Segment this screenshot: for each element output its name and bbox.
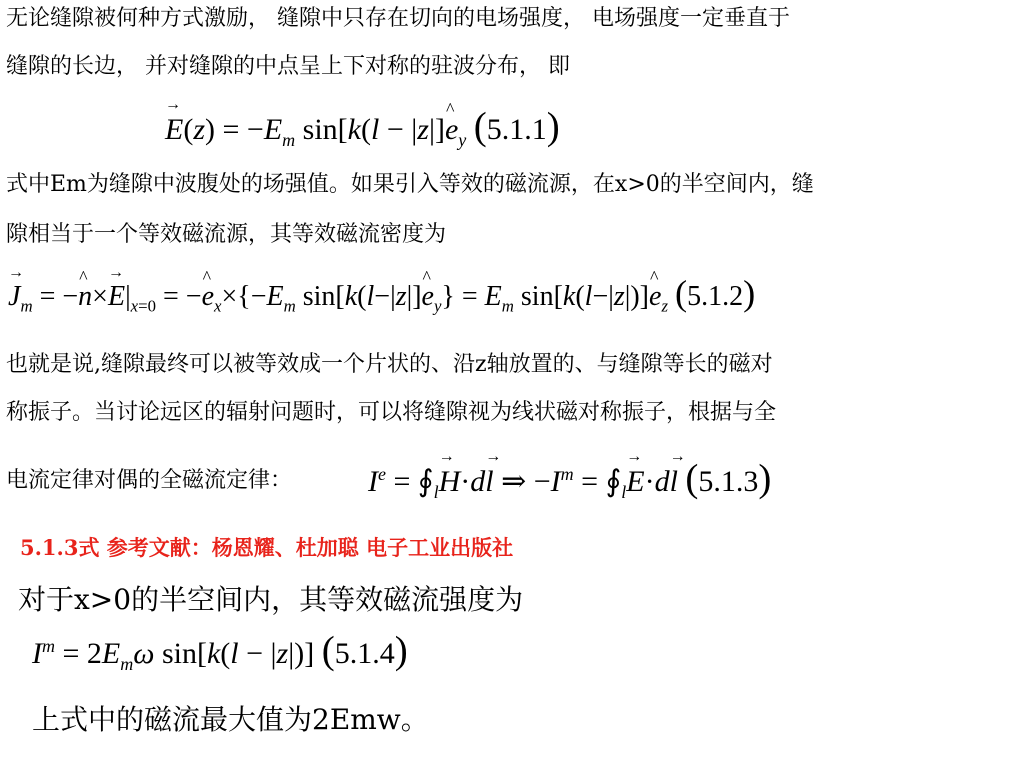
- equation-5-1-2: → $J_m$ = −^ $n\times\to E|_{x=0}$ = −^ $e_x\times\{-E_m$ sin[k(l−|z|]^ $e_y\} = E_m$ sin[k(l−|z|)]^ $e_z$ (5.1.2): [8, 272, 755, 317]
- paragraph-max-value: 上式中的磁流最大值为2Emw。: [32, 703, 429, 736]
- paragraph-intro-line1: 无论缝隙被何种方式激励， 缝隙中只存在切向的电场强度， 电场强度一定垂直于: [6, 6, 790, 31]
- equation-5-1-4: $I^m = 2E_m\omega$ sin[k(l − |z|)] (5.1.4): [32, 629, 408, 674]
- paragraph-dipole-line1: 也就是说,缝隙最终可以被等效成一个片状的、沿z轴放置的、与缝隙等长的磁对: [6, 352, 773, 377]
- paragraph-em-line1: 式中Em为缝隙中波腹处的场强值。如果引入等效的磁流源，在x>0的半空间内，缝: [6, 172, 814, 197]
- paragraph-dipole-line2: 称振子。当讨论远区的辐射问题时，可以将缝隙视为线状磁对称振子，根据与全: [6, 400, 777, 425]
- equation-number-5-1-4: 5.1.4: [334, 637, 395, 670]
- equation-number-5-1-3: 5.1.3: [698, 465, 759, 498]
- paragraph-dipole-line3: 电流定律对偶的全磁流定律：: [6, 468, 293, 493]
- paragraph-half-space: 对于x>0的半空间内，其等效磁流强度为: [18, 583, 524, 616]
- paragraph-intro-line2: 缝隙的长边， 并对缝隙的中点呈上下对称的驻波分布， 即: [6, 54, 570, 79]
- equation-5-1-3: $I^e$ = $∮_l\to H\cdot d\to l$ ⇒ $-I^m$ = $∮_l\to E\cdot d\to l$ (5.1.3): [368, 456, 771, 503]
- paragraph-em-line2: 隙相当于一个等效磁流源，其等效磁流密度为: [6, 222, 447, 247]
- equation-number-5-1-2: 5.1.2: [687, 281, 744, 312]
- equation-number-5-1-1: 5.1.1: [486, 113, 547, 146]
- equation-5-1-1: → $E(z) = -E_m$ sin[k(l − |z|]^ $e_y$ (5.1.1): [165, 104, 560, 151]
- reference-note: 5.1.3式 参考文献：杨恩耀、杜加聪 电子工业出版社: [20, 535, 514, 560]
